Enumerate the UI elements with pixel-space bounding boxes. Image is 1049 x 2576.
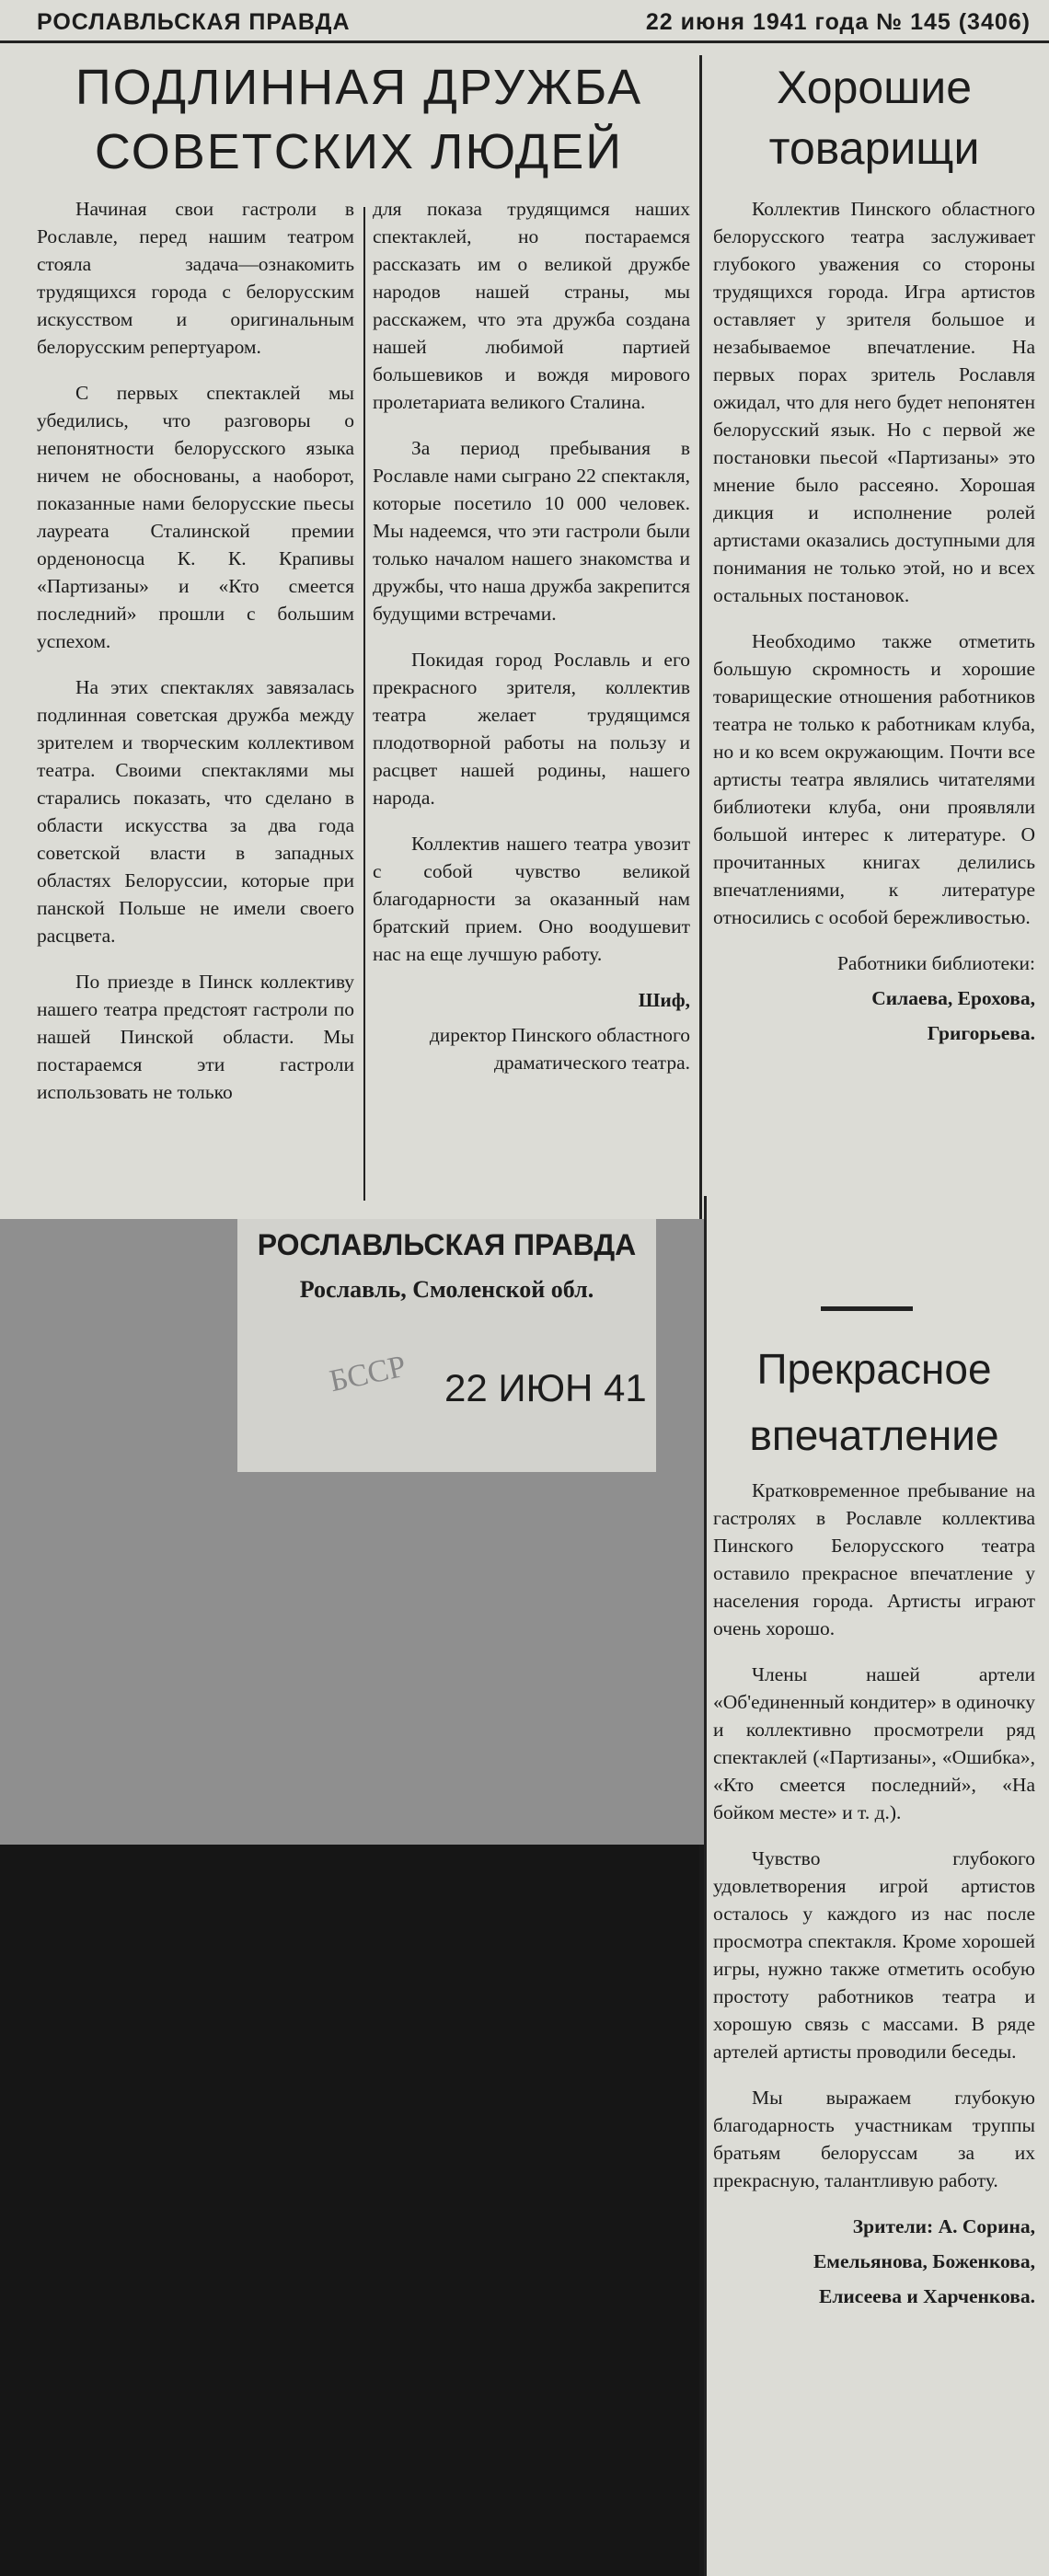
column-divider-main	[699, 55, 702, 1219]
article1-column-2	[373, 195, 690, 1084]
article2-signature-line: Силаева, Ерохова,	[871, 987, 1035, 1009]
paragraph: Коллектив Пинского областного белорусского театра заслуживает глубокого уважения со стороны трудящихся города. Игра артистов оставляет у зрителя большое и незабываемое впечатление. На первых порах зритель Рославля ожидал, что для него будет непонятен белорусский язык. Но с первой же постановки пьесой «Партизаны» это мнение было рассеяно. Хорошая дикция и исполнение ролей артистами оказались доступными для понимания не только этой, но и всех остальных постановок.	[713, 198, 1035, 606]
article3-body	[713, 1477, 1035, 2317]
article2-title: Хорошие товарищи	[768, 62, 980, 174]
paragraph: Необходимо также отметить большую скромность и хорошие товарищеские отношения работников театра не только к работникам клуба, но и ко всем окружающим. Почти все артисты театра являлись читателями библиотеки клуба, они проявляли большой интерес к литературе. О прочитанных книгах делились впечатлениями, к литературе относились с особой бережливостью.	[713, 630, 1035, 928]
article3-signature-line: Елисеева и Харченкова.	[819, 2285, 1035, 2307]
paragraph: Чувство глубокого удовлетворения игрой артистов осталось у каждого из нас после просмотра спектакля. Кроме хорошей игры, нужно также отметить особую простоту работников театра и хорошую связь с массами. В ряде артелей артисты проводили беседы.	[713, 1847, 1035, 2063]
masthead-issue-date: 22 июня 1941 года № 145 (3406)	[645, 9, 1031, 35]
article2-body	[713, 195, 1035, 1054]
article3-title: Прекрасное впечатление	[749, 1345, 999, 1459]
masthead-rule	[0, 40, 1049, 43]
article1-column-1	[37, 195, 354, 1124]
paragraph: За период пребывания в Рославле нами сыграно 22 спектакля, которые посетило 10 000 человек. Мы надеемся, что эти гастроли были только началом нашего знакомства и дружбы, что наша дружба закрепится будущими встречами.	[373, 437, 690, 625]
paragraph: На этих спектаклях завязалась подлинная советская дружба между зрителем и творческим коллективом театра. Своими спектаклями мы старались показать, что сделано в области искусства за два года советской власти в западных областях Белоруссии, которые при панской Польше не имели своего расцвета.	[37, 676, 354, 947]
library-clipping-stamp	[237, 1219, 656, 1472]
paragraph: Члены нашей артели «Об'единенный кондитер» в одиночку и коллективно просмотрели ряд спектаклей («Партизаны», «Ошибка», «Кто смеется последний», «На бойком месте» и т. д.).	[713, 1663, 1035, 1823]
stamp-mark: БССР	[326, 1349, 409, 1399]
paragraph: С первых спектаклей мы убедились, что разговоры о непонятности белорусского языка ничем не обоснованы, а наоборот, показанные нами белорусские пьесы лауреата Сталинской премии орденоносца К. К. Крапивы «Партизаны» и «Кто смеется последний» прошли с большим успехом.	[37, 382, 354, 652]
article1-signature-title: директор Пинского областного драматического театра.	[429, 1024, 690, 1074]
article1-title: ПОДЛИННАЯ ДРУЖБА СОВЕТСКИХ ЛЮДЕЙ	[75, 60, 643, 179]
paragraph: По приезде в Пинск коллективу нашего театра предстоят гастроли по нашей Пинской области. Мы постараемся эти гастроли использовать не только	[37, 971, 354, 1103]
article-separator-rule	[821, 1306, 913, 1311]
article3-signature-line: Емельянова, Боженкова,	[813, 2250, 1035, 2272]
stamp-paper-name: РОСЛАВЛЬСКАЯ ПРАВДА	[257, 1228, 637, 1261]
article1-signature-name: Шиф,	[638, 989, 690, 1011]
stamp-date: 22 ИЮН 41	[444, 1366, 647, 1409]
paragraph: Коллектив нашего театра увозит с собой чувство великой благодарности за оказанный нам братский прием. Оно воодушевит нас на еще лучшую работу.	[373, 833, 690, 965]
newspaper-clipping-main	[0, 0, 1049, 1219]
paragraph: Покидая город Рославль и его прекрасного зрителя, коллектив театра желает трудящимся плодотворной работы на пользу и расцвет нашей родины, нашего народа.	[373, 649, 690, 809]
article3-signature-line: Зрители: А. Сорина,	[852, 2215, 1035, 2237]
column-divider-continuation	[704, 1196, 707, 2576]
masthead-paper-name: РОСЛАВЛЬСКАЯ ПРАВДА	[37, 9, 351, 35]
article2-signature-line: Работники библиотеки:	[836, 952, 1035, 974]
paragraph: для показа трудящимся наших спектаклей, но постараемся рассказать им о великой дружбе народов нашей страны, мы расскажем, что эта дружба создана нашей любимой партией большевиков и вождя мирового пролетариата великого Сталина.	[373, 198, 690, 413]
stamp-city: Рославль, Смоленской обл.	[299, 1276, 594, 1303]
masthead	[37, 6, 1031, 39]
column-divider-article1	[363, 207, 365, 1201]
article2-signature-line: Григорьева.	[927, 1022, 1035, 1044]
paragraph: Мы выражаем глубокую благодарность участникам труппы братьям белоруссам за их прекрасную, талантливую работу.	[713, 2087, 1035, 2191]
paragraph: Начиная свои гастроли в Рославле, перед нашим театром стояла задача—ознакомить трудящихся города с белорусским искусством и оригинальным белорусским репертуаром.	[37, 198, 354, 358]
paragraph: Кратковременное пребывание на гастролях в Рославле коллектива Пинского Белорусского театра оставило прекрасное впечатление у населения города. Артисты играют очень хорошо.	[713, 1479, 1035, 1639]
background-dark-area	[0, 1845, 699, 2576]
